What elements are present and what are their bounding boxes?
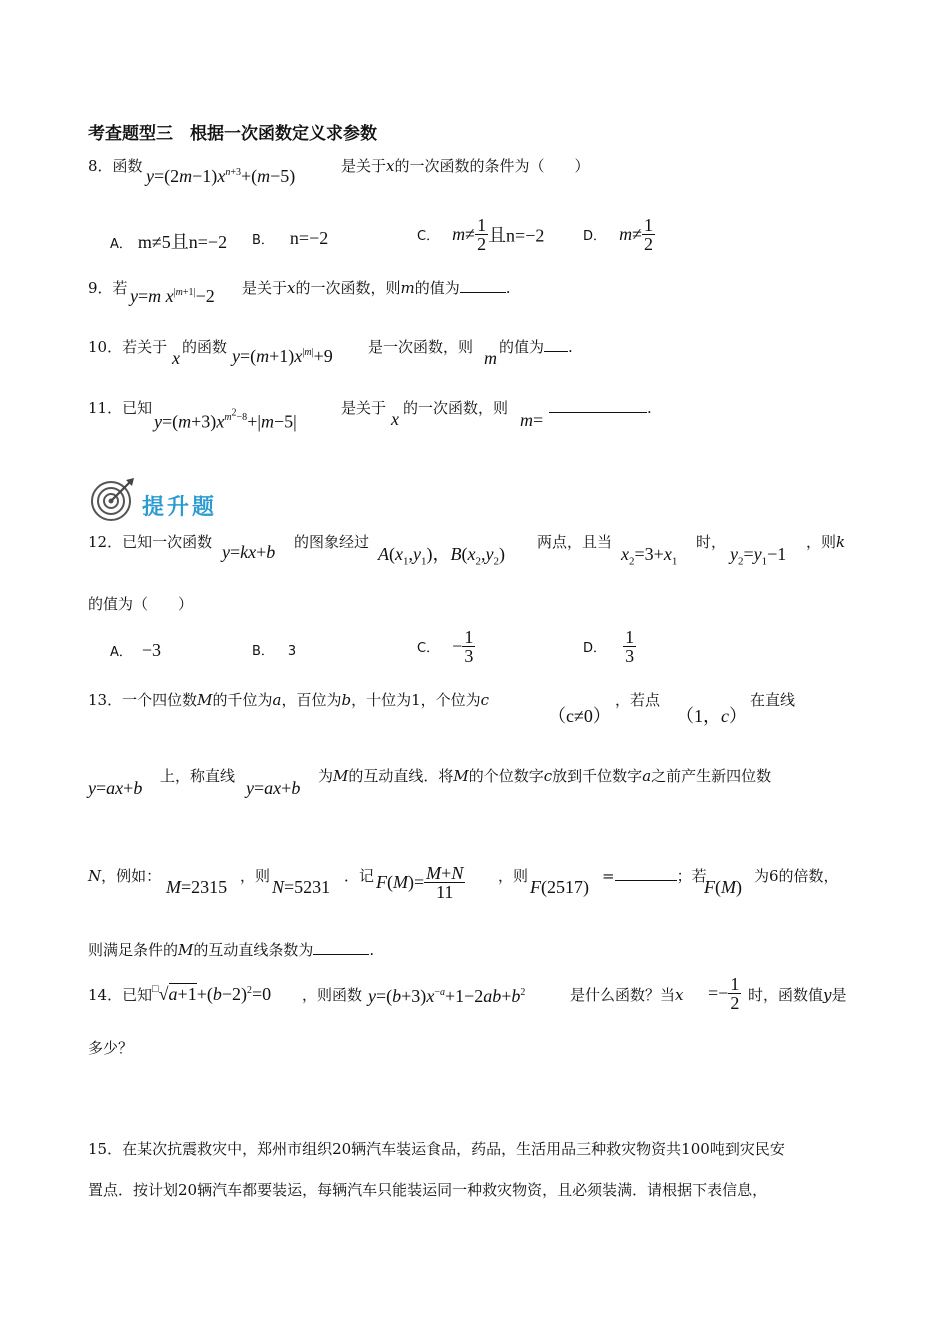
q12-option-b[interactable]: B． 3 bbox=[252, 644, 297, 659]
q8-option-a[interactable]: A． m≠5且n=−2 bbox=[110, 232, 228, 252]
question-8: 8．函数 bbox=[88, 157, 143, 175]
badge-label: 提升题 bbox=[142, 495, 218, 520]
question-10: 10．若关于 bbox=[88, 338, 168, 356]
question-15: 15．在某次抗震救灾中，郑州市组织20辆汽车装运食品，药品，生活用品三种救灾物资共100吨到灾民安 bbox=[88, 1140, 785, 1158]
q10-formula: $y=(m+1)x^{|m|}+9$ bbox=[232, 346, 333, 366]
answer-blank[interactable] bbox=[544, 337, 568, 352]
q8-option-b[interactable]: B． n=−2 bbox=[252, 228, 329, 248]
question-14: 14．已知 bbox=[88, 986, 153, 1004]
question-13: 13．一个四位数M的千位为a，百位为b，十位为1，个位为c bbox=[88, 691, 490, 709]
q8-option-d[interactable]: D． m≠ $\frac{1}{2}$ bbox=[583, 215, 653, 254]
q12-option-a[interactable]: A． −3 bbox=[110, 640, 162, 660]
q12-option-d[interactable]: D． $\frac{1}{3}$ bbox=[583, 627, 635, 666]
target-icon bbox=[90, 476, 136, 522]
question-number: 8． bbox=[88, 157, 113, 175]
question-9: 9．若 bbox=[88, 279, 128, 297]
question-number: 9． bbox=[88, 279, 113, 297]
question-number: 15． bbox=[88, 1140, 123, 1158]
answer-blank[interactable] bbox=[460, 278, 506, 293]
question-number: 10． bbox=[88, 338, 123, 356]
q8-option-c[interactable]: C． m≠ $\frac{1}{2}$ 且n=−2 bbox=[417, 215, 545, 254]
question-number: 13． bbox=[88, 691, 123, 709]
answer-blank[interactable] bbox=[313, 940, 369, 955]
question-number: 12． bbox=[88, 533, 123, 551]
answer-blank[interactable] bbox=[549, 398, 647, 413]
question-number: 14． bbox=[88, 986, 123, 1004]
section-title: 考查题型三 根据一次函数定义求参数 bbox=[88, 124, 377, 144]
question-number: 11． bbox=[88, 399, 123, 417]
q9-formula: y=m $x^{|m+1|}-2$ bbox=[130, 286, 215, 306]
question-12: 12．已知一次函数 bbox=[88, 533, 213, 551]
q12-option-c[interactable]: C． − $\frac{1}{3}$ bbox=[417, 627, 474, 666]
question-11: 11．已知 bbox=[88, 399, 153, 417]
q8-formula: $y=(2m-1)x^{n+3}+(m-5)$ bbox=[146, 166, 296, 186]
q11-formula: $y=(m+3)x^{m^2-8}+|m-5|$ bbox=[154, 408, 297, 432]
answer-blank[interactable] bbox=[615, 866, 677, 881]
